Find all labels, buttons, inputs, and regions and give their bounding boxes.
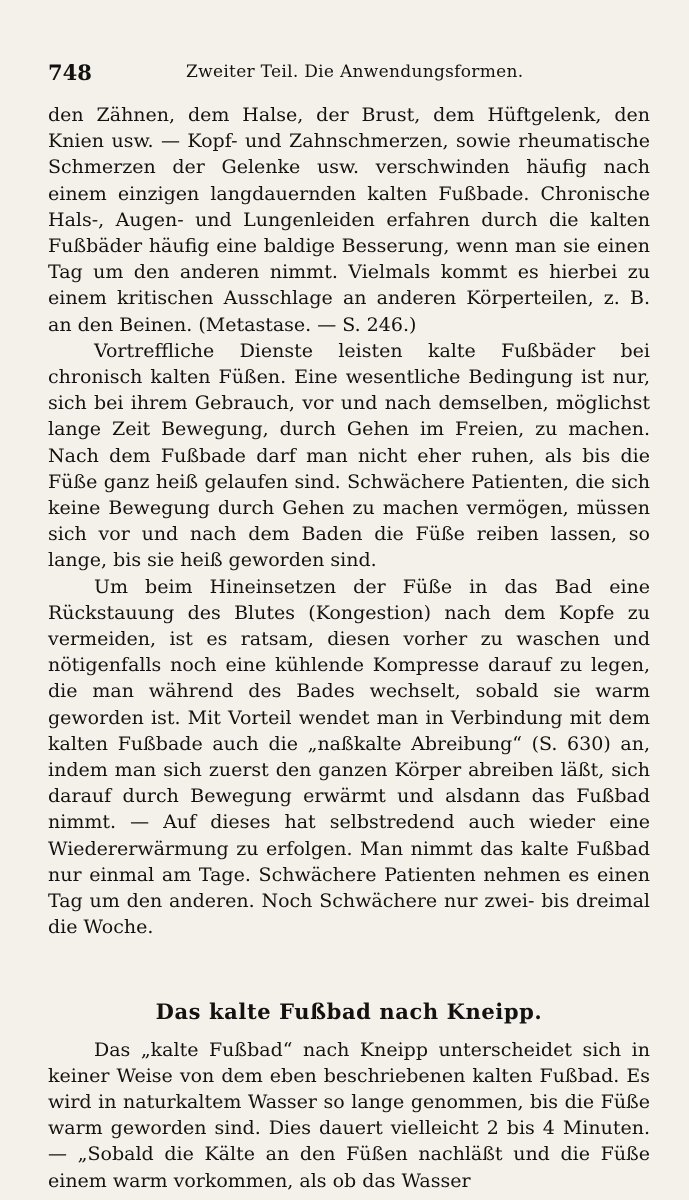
page-number: 748 (48, 60, 92, 85)
section-heading: Das kalte Fußbad nach Kneipp. (155, 998, 543, 1024)
page-header (48, 56, 650, 90)
body-text (48, 102, 650, 941)
running-title: Zweiter Teil. Die Anwendungsformen. (186, 62, 524, 82)
paragraph-congestion: Um beim Hineinsetzen der Füße in das Bad eine Rückstauung des Blutes (Kongestion) nach dem Kopfe zu vermeiden, ist es ratsam, diesen vorher zu waschen und nötigenfalls noch eine kühlende Kompresse darauf zu legen, die man während des Bades wechselt, sobald sie warm geworden ist. Mit Vorteil wendet man in Verbindung mit dem kalten Fußbade auch die „naßkalte Abreibung“ (S. 630) an, indem man sich zuerst den ganzen Körper abreiben läßt, sich darauf durch Bewegung erwärmt und alsdann das Fußbad nimmt. — Auf dieses hat selbstredend auch wieder eine Wiedererwärmung zu erfolgen. Man nimmt das kalte Fußbad nur einmal am Tage. Schwächere Patienten nehmen es einen Tag um den anderen. Noch Schwächere nur zwei- bis dreimal die Woche. (48, 575, 650, 939)
book-page (48, 56, 650, 1194)
paragraph-continuation: den Zähnen, dem Halse, der Brust, dem Hüftgelenk, den Knien usw. — Kopf- und Zahnschmerzen, sowie rheumatische Schmerzen der Gelenke usw. verschwinden häufig nach einem einzigen langdauernden kalten Fußbade. Chronische Hals-, Augen- und Lungenleiden erfahren durch die kalten Fußbäder häufig eine baldige Besserung, wenn man sie einen Tag um den anderen nimmt. Vielmals kommt es hierbei zu einem kritischen Ausschlage an anderen Körperteilen, z. B. an den Beinen. (Metastase. — S. 246.) (48, 104, 650, 336)
paragraph-cold-feet: Vortreffliche Dienste leisten kalte Fußbäder bei chronisch kalten Füßen. Eine wesentliche Bedingung ist nur, sich bei ihrem Gebrauch, vor und nach demselben, möglichst lange Zeit Bewegung, durch Gehen im Freien, zu machen. Nach dem Fußbade darf man nicht eher ruhen, als bis die Füße ganz heiß gelaufen sind. Schwächere Patienten, die sich keine Bewegung durch Gehen zu machen vermögen, müssen sich vor und nach dem Baden die Füße reiben lassen, so lange, bis sie heiß geworden sind. (48, 339, 650, 572)
section-paragraph: Das „kalte Fußbad“ nach Kneipp unterscheidet sich in keiner Weise von dem eben beschriebenen kalten Fußbad. Es wird in naturkaltem Wasser so lange genommen, bis die Füße warm geworden sind. Dies dauert vielleicht 2 bis 4 Minuten. — „Sobald die Kälte an den Füßen nachläßt und die Füße einem warm vorkommen, als ob das Wasser (48, 1038, 650, 1192)
